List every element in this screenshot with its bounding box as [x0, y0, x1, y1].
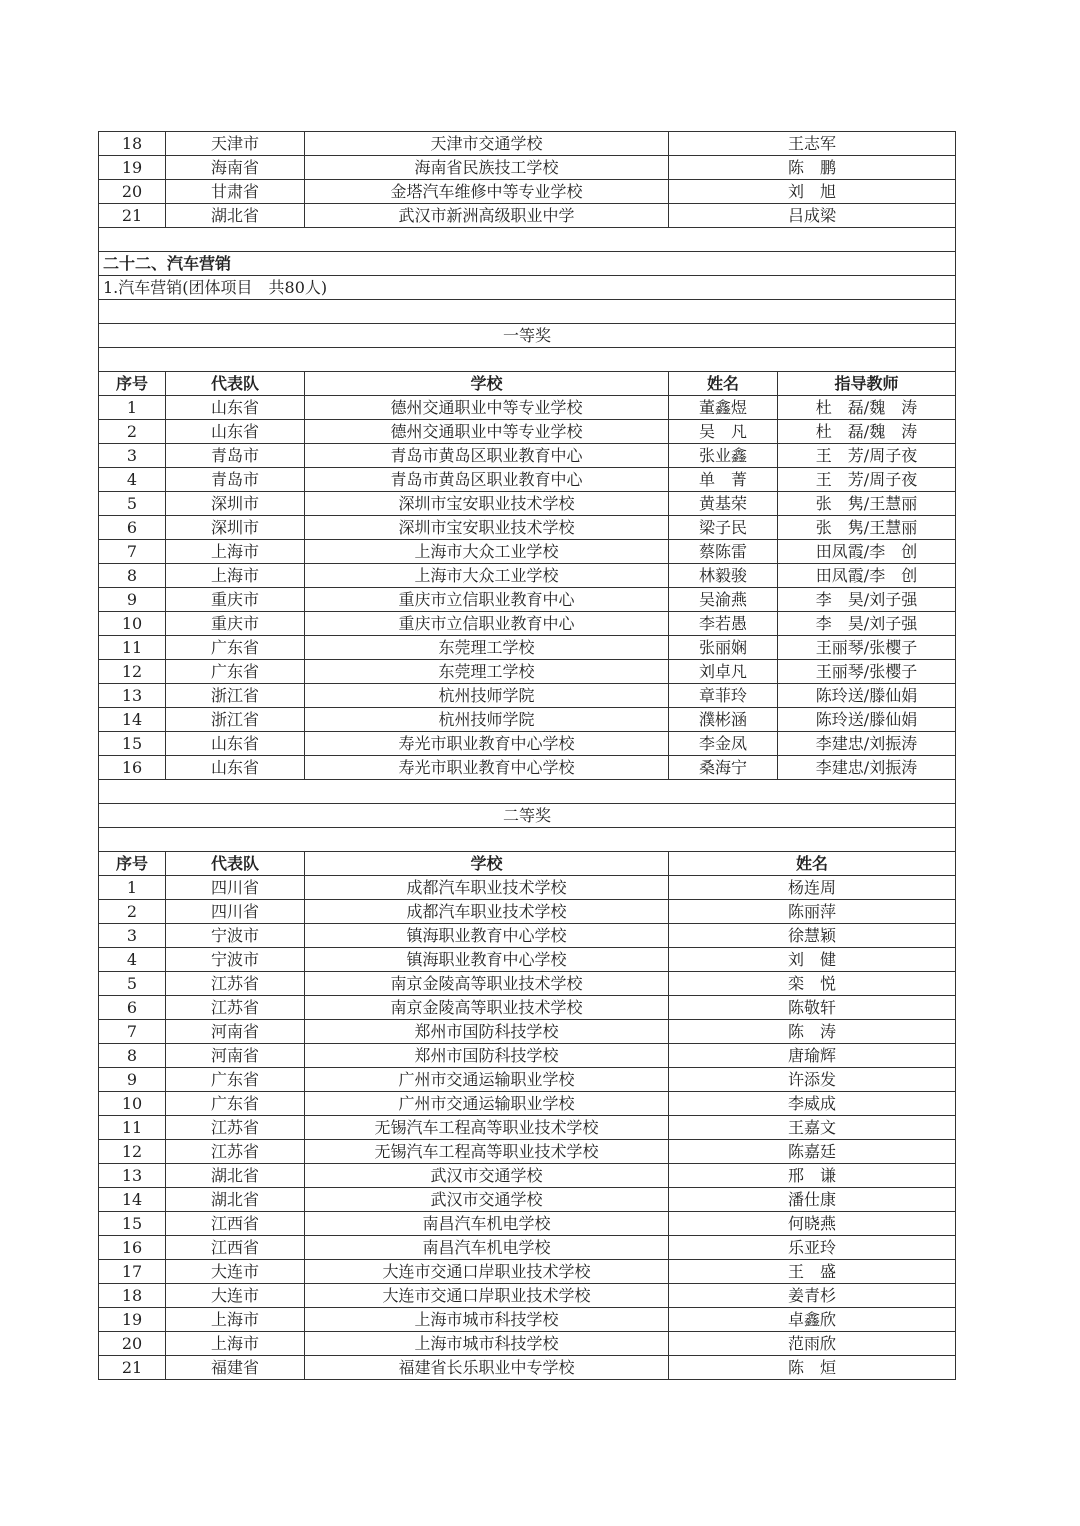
cell-name: 陈 涛 [669, 1020, 956, 1044]
table-row [99, 1020, 956, 1044]
cell-school: 南昌汽车机电学校 [305, 1212, 669, 1236]
cell-team: 四川省 [166, 900, 305, 924]
cell-name: 唐瑜辉 [669, 1044, 956, 1068]
cell-team: 四川省 [166, 876, 305, 900]
cell-school: 镇海职业教育中心学校 [305, 924, 669, 948]
cell-team: 广东省 [166, 660, 305, 684]
cell-teacher: 陈玲送/滕仙娟 [778, 684, 956, 708]
cell-name: 黄基荣 [669, 492, 778, 516]
cell-school: 成都汽车职业技术学校 [305, 876, 669, 900]
table-row [99, 1188, 956, 1212]
cell-number: 19 [99, 1308, 166, 1332]
table-row [99, 1164, 956, 1188]
cell-name: 王嘉文 [669, 1116, 956, 1140]
table-row [99, 1260, 956, 1284]
cell-teacher: 李建忠/刘振涛 [778, 756, 956, 780]
cell-team: 福建省 [166, 1356, 305, 1380]
cell-team: 江苏省 [166, 1116, 305, 1140]
table-row [99, 996, 956, 1020]
cell-number: 13 [99, 1164, 166, 1188]
cell-name: 濮彬涵 [669, 708, 778, 732]
cell-school: 无锡汽车工程高等职业技术学校 [305, 1140, 669, 1164]
table-row [99, 180, 956, 204]
cell-number: 10 [99, 612, 166, 636]
cell-team: 深圳市 [166, 516, 305, 540]
cell-number: 1 [99, 876, 166, 900]
cell-number: 20 [99, 1332, 166, 1356]
cell-team: 广东省 [166, 1068, 305, 1092]
header-team: 代表队 [166, 372, 305, 396]
cell-name: 陈嘉廷 [669, 1140, 956, 1164]
cell-number: 17 [99, 1260, 166, 1284]
cell-school: 南京金陵高等职业技术学校 [305, 972, 669, 996]
cell-number: 2 [99, 900, 166, 924]
cell-teacher: 张 隽/王慧丽 [778, 492, 956, 516]
cell-school: 杭州技师学院 [305, 684, 669, 708]
cell-school: 寿光市职业教育中心学校 [305, 732, 669, 756]
cell-school: 郑州市国防科技学校 [305, 1044, 669, 1068]
cell-name: 陈 鹏 [669, 156, 956, 180]
cell-team: 湖北省 [166, 1164, 305, 1188]
cell-team: 山东省 [166, 756, 305, 780]
section-subtitle-row [99, 276, 956, 300]
cell-school: 上海市城市科技学校 [305, 1308, 669, 1332]
cell-number: 3 [99, 444, 166, 468]
cell-name: 梁子民 [669, 516, 778, 540]
cell-number: 9 [99, 1068, 166, 1092]
cell-school: 海南省民族技工学校 [305, 156, 669, 180]
cell-name: 何晓燕 [669, 1212, 956, 1236]
cell-name: 徐慧颖 [669, 924, 956, 948]
cell-number: 12 [99, 1140, 166, 1164]
cell-number: 8 [99, 564, 166, 588]
cell-school: 南昌汽车机电学校 [305, 1236, 669, 1260]
table-row [99, 420, 956, 444]
cell-number: 15 [99, 1212, 166, 1236]
cell-number: 4 [99, 468, 166, 492]
cell-team: 广东省 [166, 1092, 305, 1116]
cell-name: 李威成 [669, 1092, 956, 1116]
cell-school: 重庆市立信职业教育中心 [305, 588, 669, 612]
cell-teacher: 王丽琴/张樱子 [778, 660, 956, 684]
table-row [99, 756, 956, 780]
cell-number: 11 [99, 1116, 166, 1140]
cell-name: 单 菁 [669, 468, 778, 492]
cell-school: 福建省长乐职业中专学校 [305, 1356, 669, 1380]
cell-name: 李若愚 [669, 612, 778, 636]
table-row [99, 1068, 956, 1092]
header-school: 学校 [305, 372, 669, 396]
cell-team: 湖北省 [166, 1188, 305, 1212]
blank-row [99, 300, 956, 324]
cell-name: 章菲玲 [669, 684, 778, 708]
cell-number: 15 [99, 732, 166, 756]
table-row [99, 948, 956, 972]
header-team: 代表队 [166, 852, 305, 876]
table-row [99, 708, 956, 732]
table-row [99, 444, 956, 468]
table-row [99, 492, 956, 516]
cell-name: 杨连周 [669, 876, 956, 900]
blank-cell [99, 780, 956, 804]
cell-team: 上海市 [166, 564, 305, 588]
cell-name: 陈 烜 [669, 1356, 956, 1380]
cell-teacher: 陈玲送/滕仙娟 [778, 708, 956, 732]
cell-team: 河南省 [166, 1044, 305, 1068]
cell-school: 东莞理工学校 [305, 636, 669, 660]
table-row [99, 636, 956, 660]
table-row [99, 516, 956, 540]
cell-school: 广州市交通运输职业学校 [305, 1068, 669, 1092]
table-row [99, 684, 956, 708]
cell-school: 大连市交通口岸职业技术学校 [305, 1260, 669, 1284]
cell-school: 武汉市交通学校 [305, 1164, 669, 1188]
cell-name: 姜青杉 [669, 1284, 956, 1308]
cell-number: 1 [99, 396, 166, 420]
header-row [99, 852, 956, 876]
cell-teacher: 王丽琴/张樱子 [778, 636, 956, 660]
cell-team: 宁波市 [166, 924, 305, 948]
cell-team: 宁波市 [166, 948, 305, 972]
cell-team: 上海市 [166, 1332, 305, 1356]
table-row [99, 972, 956, 996]
cell-name: 吴渝燕 [669, 588, 778, 612]
cell-teacher: 王 芳/周子夜 [778, 444, 956, 468]
cell-school: 郑州市国防科技学校 [305, 1020, 669, 1044]
blank-cell [99, 828, 956, 852]
cell-number: 4 [99, 948, 166, 972]
cell-team: 浙江省 [166, 708, 305, 732]
table-row [99, 1356, 956, 1380]
cell-number: 6 [99, 516, 166, 540]
cell-team: 重庆市 [166, 612, 305, 636]
cell-number: 18 [99, 1284, 166, 1308]
cell-school: 东莞理工学校 [305, 660, 669, 684]
cell-team: 山东省 [166, 396, 305, 420]
cell-number: 2 [99, 420, 166, 444]
section-title: 二十二、汽车营销 [99, 252, 956, 276]
header-name: 姓名 [669, 852, 956, 876]
cell-name: 蔡陈雷 [669, 540, 778, 564]
cell-team: 江西省 [166, 1212, 305, 1236]
blank-cell [99, 300, 956, 324]
cell-name: 许添发 [669, 1068, 956, 1092]
cell-number: 5 [99, 492, 166, 516]
cell-number: 20 [99, 180, 166, 204]
cell-name: 林毅骏 [669, 564, 778, 588]
cell-school: 成都汽车职业技术学校 [305, 900, 669, 924]
table-row [99, 156, 956, 180]
cell-team: 江苏省 [166, 972, 305, 996]
cell-teacher: 李 昊/刘子强 [778, 612, 956, 636]
cell-teacher: 李 昊/刘子强 [778, 588, 956, 612]
cell-school: 上海市大众工业学校 [305, 564, 669, 588]
table-row [99, 1044, 956, 1068]
cell-team: 重庆市 [166, 588, 305, 612]
prize-label-row [99, 324, 956, 348]
cell-name: 张丽娴 [669, 636, 778, 660]
cell-name: 陈丽萍 [669, 900, 956, 924]
blank-cell [99, 228, 956, 252]
table-row [99, 1116, 956, 1140]
cell-teacher: 田凤霞/李 创 [778, 564, 956, 588]
cell-number: 16 [99, 756, 166, 780]
cell-team: 大连市 [166, 1284, 305, 1308]
cell-team: 江苏省 [166, 1140, 305, 1164]
cell-school: 青岛市黄岛区职业教育中心 [305, 444, 669, 468]
table-row [99, 1212, 956, 1236]
cell-number: 18 [99, 132, 166, 156]
header-row [99, 372, 956, 396]
prize-label-row [99, 804, 956, 828]
cell-team: 深圳市 [166, 492, 305, 516]
cell-school: 寿光市职业教育中心学校 [305, 756, 669, 780]
cell-teacher: 张 隽/王慧丽 [778, 516, 956, 540]
table-row [99, 1332, 956, 1356]
cell-team: 湖北省 [166, 204, 305, 228]
cell-name: 刘 健 [669, 948, 956, 972]
table-row [99, 660, 956, 684]
header-school: 学校 [305, 852, 669, 876]
cell-team: 山东省 [166, 732, 305, 756]
table-row [99, 1236, 956, 1260]
cell-name: 潘仕康 [669, 1188, 956, 1212]
cell-number: 10 [99, 1092, 166, 1116]
table-row [99, 612, 956, 636]
blank-row [99, 828, 956, 852]
table-row [99, 468, 956, 492]
table-row [99, 900, 956, 924]
blank-row [99, 348, 956, 372]
cell-school: 金塔汽车维修中等专业学校 [305, 180, 669, 204]
table-row [99, 588, 956, 612]
prize-label: 一等奖 [99, 324, 956, 348]
cell-number: 7 [99, 1020, 166, 1044]
cell-number: 21 [99, 1356, 166, 1380]
cell-name: 栾 悦 [669, 972, 956, 996]
header-name: 姓名 [669, 372, 778, 396]
table-row [99, 204, 956, 228]
cell-number: 14 [99, 1188, 166, 1212]
table-row [99, 1308, 956, 1332]
cell-number: 13 [99, 684, 166, 708]
header-number: 序号 [99, 372, 166, 396]
cell-school: 深圳市宝安职业技术学校 [305, 492, 669, 516]
cell-team: 青岛市 [166, 444, 305, 468]
cell-school: 德州交通职业中等专业学校 [305, 396, 669, 420]
cell-teacher: 杜 磊/魏 涛 [778, 420, 956, 444]
cell-school: 深圳市宝安职业技术学校 [305, 516, 669, 540]
cell-name: 王志军 [669, 132, 956, 156]
blank-cell [99, 348, 956, 372]
cell-name: 乐亚玲 [669, 1236, 956, 1260]
table-row [99, 1140, 956, 1164]
cell-school: 青岛市黄岛区职业教育中心 [305, 468, 669, 492]
blank-row [99, 780, 956, 804]
cell-number: 5 [99, 972, 166, 996]
cell-team: 天津市 [166, 132, 305, 156]
section-title-row [99, 252, 956, 276]
cell-name: 邢 谦 [669, 1164, 956, 1188]
table-row [99, 564, 956, 588]
cell-name: 卓鑫欣 [669, 1308, 956, 1332]
cell-teacher: 田凤霞/李 创 [778, 540, 956, 564]
cell-name: 李金凤 [669, 732, 778, 756]
table-row [99, 540, 956, 564]
table-row [99, 396, 956, 420]
table-row [99, 732, 956, 756]
section-subtitle: 1.汽车营销(团体项目 共80人) [99, 276, 956, 300]
cell-name: 张业鑫 [669, 444, 778, 468]
cell-team: 江西省 [166, 1236, 305, 1260]
cell-name: 吴 凡 [669, 420, 778, 444]
award-table [98, 131, 956, 1380]
cell-school: 广州市交通运输职业学校 [305, 1092, 669, 1116]
cell-team: 广东省 [166, 636, 305, 660]
cell-team: 山东省 [166, 420, 305, 444]
table-row [99, 1092, 956, 1116]
cell-teacher: 李建忠/刘振涛 [778, 732, 956, 756]
blank-row [99, 228, 956, 252]
cell-school: 镇海职业教育中心学校 [305, 948, 669, 972]
cell-name: 刘卓凡 [669, 660, 778, 684]
cell-team: 上海市 [166, 1308, 305, 1332]
table-row [99, 876, 956, 900]
header-number: 序号 [99, 852, 166, 876]
cell-name: 王 盛 [669, 1260, 956, 1284]
cell-number: 6 [99, 996, 166, 1020]
cell-number: 16 [99, 1236, 166, 1260]
cell-teacher: 王 芳/周子夜 [778, 468, 956, 492]
cell-school: 杭州技师学院 [305, 708, 669, 732]
cell-name: 范雨欣 [669, 1332, 956, 1356]
cell-team: 大连市 [166, 1260, 305, 1284]
cell-school: 武汉市交通学校 [305, 1188, 669, 1212]
cell-school: 重庆市立信职业教育中心 [305, 612, 669, 636]
cell-school: 大连市交通口岸职业技术学校 [305, 1284, 669, 1308]
cell-team: 青岛市 [166, 468, 305, 492]
header-teacher: 指导教师 [778, 372, 956, 396]
cell-number: 21 [99, 204, 166, 228]
cell-number: 9 [99, 588, 166, 612]
cell-name: 吕成梁 [669, 204, 956, 228]
cell-name: 陈敬轩 [669, 996, 956, 1020]
cell-team: 江苏省 [166, 996, 305, 1020]
table-row [99, 924, 956, 948]
cell-number: 11 [99, 636, 166, 660]
cell-number: 7 [99, 540, 166, 564]
cell-team: 浙江省 [166, 684, 305, 708]
cell-team: 海南省 [166, 156, 305, 180]
cell-name: 桑海宁 [669, 756, 778, 780]
cell-number: 8 [99, 1044, 166, 1068]
cell-number: 19 [99, 156, 166, 180]
cell-school: 上海市城市科技学校 [305, 1332, 669, 1356]
cell-name: 刘 旭 [669, 180, 956, 204]
cell-team: 甘肃省 [166, 180, 305, 204]
cell-school: 天津市交通学校 [305, 132, 669, 156]
cell-number: 14 [99, 708, 166, 732]
prize-label: 二等奖 [99, 804, 956, 828]
cell-team: 河南省 [166, 1020, 305, 1044]
cell-teacher: 杜 磊/魏 涛 [778, 396, 956, 420]
cell-number: 12 [99, 660, 166, 684]
cell-school: 无锡汽车工程高等职业技术学校 [305, 1116, 669, 1140]
cell-school: 上海市大众工业学校 [305, 540, 669, 564]
cell-number: 3 [99, 924, 166, 948]
cell-team: 上海市 [166, 540, 305, 564]
cell-school: 德州交通职业中等专业学校 [305, 420, 669, 444]
cell-name: 董鑫煜 [669, 396, 778, 420]
cell-school: 武汉市新洲高级职业中学 [305, 204, 669, 228]
table-row [99, 132, 956, 156]
cell-school: 南京金陵高等职业技术学校 [305, 996, 669, 1020]
table-row [99, 1284, 956, 1308]
